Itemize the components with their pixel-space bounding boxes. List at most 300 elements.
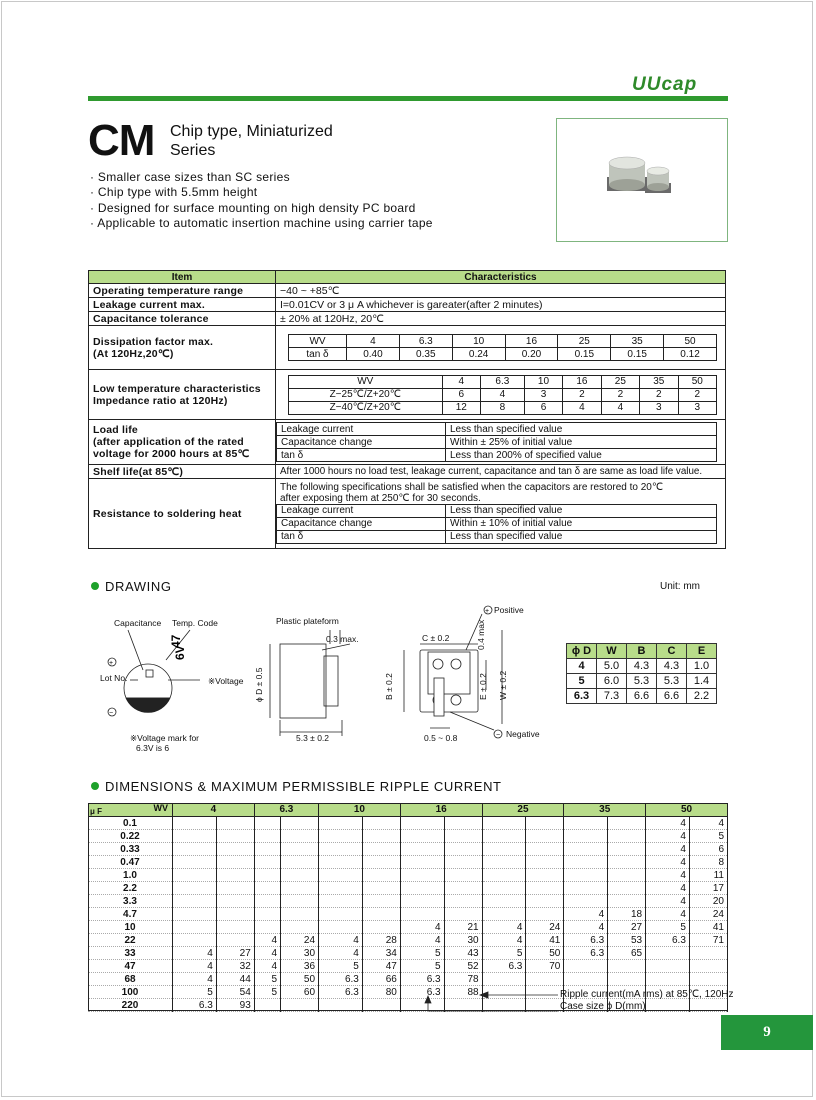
case-size-cell	[254, 999, 280, 1012]
feature-item: · Smaller case sizes than SC series	[90, 170, 290, 184]
lt-cell: 3	[640, 401, 678, 414]
ripple-current-cell	[526, 830, 564, 843]
ripple-current-cell	[362, 843, 400, 856]
dim-head-cell: ϕ D	[567, 644, 597, 659]
df-label-line1: Dissipation factor max.	[93, 335, 214, 348]
ripple-current-cell	[608, 895, 646, 908]
case-size-cell: 6.3	[319, 973, 363, 986]
capacitance-cell: 1.0	[88, 869, 173, 882]
ripple-current-cell	[608, 882, 646, 895]
ripple-current-cell	[444, 882, 482, 895]
ripple-current-cell: 41	[689, 921, 727, 934]
ripple-current-cell	[281, 921, 319, 934]
shelf-label: Shelf life(at 85℃)	[89, 465, 276, 479]
case-size-cell: 4	[400, 934, 444, 947]
ripple-current-cell: 41	[526, 934, 564, 947]
feature-list	[90, 170, 433, 232]
ripple-current-cell: 4	[689, 817, 727, 830]
capacitance-cell: 0.47	[88, 856, 173, 869]
width-53-label: 5.3 ± 0.2	[296, 733, 330, 743]
lt-cell: Z−25℃/Z+20℃	[289, 388, 443, 401]
dim-cell: 4.3	[627, 659, 657, 674]
case-size-cell	[400, 856, 444, 869]
ripple-current-cell	[608, 973, 646, 986]
plus-sign: +	[109, 660, 114, 667]
dim-cell: 5.0	[597, 659, 627, 674]
lt-cell: 2	[640, 388, 678, 401]
feature-item: · Designed for surface mounting on high density PC board	[90, 200, 416, 215]
ripple-current-cell: 78	[444, 973, 482, 986]
load-cell	[276, 420, 726, 465]
df-head-cell: 50	[664, 335, 717, 348]
ripple-current-cell	[689, 960, 727, 973]
case-size-cell: 4	[173, 960, 217, 973]
ripple-current-cell	[362, 830, 400, 843]
ripple-current-cell	[689, 973, 727, 986]
case-size-cell	[564, 817, 608, 830]
ripple-current-cell: 43	[444, 947, 482, 960]
case-size-cell: 6.3	[400, 986, 444, 999]
ripple-current-cell: 52	[444, 960, 482, 973]
ripple-current-cell: 17	[689, 882, 727, 895]
case-size-cell: 4	[482, 921, 526, 934]
solder-value: Within ± 10% of initial value	[446, 517, 717, 530]
df-label	[89, 326, 276, 370]
df-head-cell: 10	[452, 335, 505, 348]
ripple-row	[88, 895, 728, 908]
ripple-current-cell	[216, 921, 254, 934]
ripple-current-cell: 71	[689, 934, 727, 947]
case-size-cell	[254, 856, 280, 869]
dim-cell: 7.3	[597, 689, 627, 704]
case-size-cell	[400, 908, 444, 921]
case-size-cell	[319, 869, 363, 882]
ripple-current-cell	[362, 856, 400, 869]
lt-cell: 4	[481, 388, 525, 401]
dim-head-cell: W	[597, 644, 627, 659]
capacitance-cell: 220	[88, 999, 173, 1012]
ripple-current-cell	[281, 999, 319, 1012]
minus-sign: −	[109, 710, 114, 717]
dim-head-cell: C	[657, 644, 687, 659]
case-size-cell: 5	[254, 973, 280, 986]
cap-mark-label: 47	[169, 634, 183, 648]
df-cell	[276, 326, 726, 370]
load-label-line3: voltage for 2000 hours at 85℃	[93, 448, 250, 460]
case-size-cell	[173, 843, 217, 856]
capacitance-cell: 33	[88, 947, 173, 960]
ripple-current-cell	[362, 817, 400, 830]
case-size-cell	[254, 830, 280, 843]
ripple-current-cell	[281, 895, 319, 908]
ripple-title: DIMENSIONS & MAXIMUM PERMISSIBLE RIPPLE CURRENT	[105, 779, 502, 794]
ripple-current-cell	[526, 895, 564, 908]
capacitance-label: Capacitance	[114, 618, 162, 628]
ripple-current-cell	[281, 830, 319, 843]
case-size-cell	[400, 843, 444, 856]
ripple-note: Ripple current(mA rms) at 85℃, 120Hz	[560, 989, 734, 1000]
dim-head-cell: B	[627, 644, 657, 659]
ripple-current-cell: 8	[689, 856, 727, 869]
ripple-current-cell: 60	[281, 986, 319, 999]
case-size-cell	[254, 908, 280, 921]
case-size-cell: 4	[173, 973, 217, 986]
ripple-bullet-icon	[91, 782, 99, 790]
ripple-current-cell	[689, 999, 727, 1012]
case-size-cell	[400, 895, 444, 908]
ripple-current-cell: 30	[444, 934, 482, 947]
solder-note: after exposing them at 250℃ for 30 seconds.	[280, 492, 481, 504]
ripple-current-cell	[216, 895, 254, 908]
leak-value: I=0.01CV or 3 μ A whichever is gareater(after 2 minutes)	[276, 298, 726, 312]
dim-head-cell: E	[687, 644, 717, 659]
lt-row	[289, 401, 717, 414]
case-size-cell: 6.3	[564, 947, 608, 960]
df-head-cell: 25	[558, 335, 611, 348]
capacitance-cell: 0.33	[88, 843, 173, 856]
dim-row	[567, 659, 717, 674]
ripple-current-cell: 36	[281, 960, 319, 973]
dim-cell: 4	[567, 659, 597, 674]
dim-cell: 5	[567, 674, 597, 689]
series-title	[170, 122, 333, 160]
case-size-cell: 5	[173, 986, 217, 999]
lt-cell: 6	[524, 401, 562, 414]
lt-head-cell: 25	[601, 375, 639, 388]
lt-cell: 2	[563, 388, 601, 401]
df-head-cell: 35	[611, 335, 664, 348]
case-size-cell: 4	[400, 921, 444, 934]
leak-label: Leakage current max.	[89, 298, 276, 312]
ripple-current-cell	[608, 830, 646, 843]
load-row	[277, 423, 717, 436]
load-label-line1: Load life	[93, 424, 138, 436]
ripple-current-cell	[526, 869, 564, 882]
ripple-current-cell: 6	[689, 843, 727, 856]
lt-row	[289, 388, 717, 401]
lt-cell: 4	[601, 401, 639, 414]
ripple-current-cell: 32	[216, 960, 254, 973]
df-head-row	[289, 335, 717, 348]
case-size-cell: 5	[319, 960, 363, 973]
voltage-head: 16	[400, 803, 482, 817]
case-size-cell	[173, 921, 217, 934]
load-table	[276, 422, 717, 462]
case-size-cell	[319, 895, 363, 908]
case-size-cell: 4	[319, 947, 363, 960]
capacitance-cell: 47	[88, 960, 173, 973]
voltage-head: 35	[564, 803, 646, 817]
ripple-current-cell: 21	[444, 921, 482, 934]
negative-sign: −	[496, 732, 501, 739]
ripple-row	[88, 843, 728, 856]
case-size-cell: 4	[646, 843, 690, 856]
ripple-row	[88, 869, 728, 882]
case-size-cell	[254, 882, 280, 895]
case-size-cell	[173, 856, 217, 869]
series-title-line2: Series	[170, 142, 216, 159]
df-cell: 0.24	[452, 348, 505, 361]
case-size-cell: 6.3	[564, 934, 608, 947]
load-label	[89, 420, 276, 465]
corner-wv: WV	[153, 803, 168, 813]
voltage-mark-note2: 6.3V is 6	[136, 743, 170, 753]
dimension-table	[566, 643, 717, 704]
shelf-value: After 1000 hours no load test, leakage current, capacitance and tan δ are same as load life value.	[276, 465, 726, 479]
voltage-label: ※Voltage	[208, 676, 244, 686]
case-size-cell	[173, 830, 217, 843]
df-cell: 0.40	[347, 348, 400, 361]
case-size-cell: 4	[319, 934, 363, 947]
capacitance-cell: 10	[88, 921, 173, 934]
voltage-mark-note1: ※Voltage mark for	[130, 733, 200, 743]
df-table	[288, 334, 717, 361]
ripple-current-cell	[216, 882, 254, 895]
ripple-current-cell	[281, 882, 319, 895]
ripple-current-cell: 80	[362, 986, 400, 999]
solder-table	[276, 504, 717, 544]
case-size-cell	[482, 817, 526, 830]
ripple-current-cell: 5	[689, 830, 727, 843]
ripple-current-cell	[216, 830, 254, 843]
load-label-line2: (after application of the rated	[93, 436, 244, 448]
capacitance-cell: 3.3	[88, 895, 173, 908]
ripple-row	[88, 973, 728, 986]
dim-cell: 6.0	[597, 674, 627, 689]
ripple-current-cell	[608, 960, 646, 973]
case-size-cell	[646, 999, 690, 1012]
product-photo	[556, 118, 728, 242]
solder-row	[277, 517, 717, 530]
case-size-cell	[400, 882, 444, 895]
positive-label: Positive	[494, 605, 524, 615]
case-size-cell	[400, 817, 444, 830]
solder-key: Leakage current	[277, 504, 446, 517]
case-size-cell: 4	[254, 934, 280, 947]
lt-head-cell: 35	[640, 375, 678, 388]
case-size-cell	[564, 856, 608, 869]
ripple-current-cell	[608, 843, 646, 856]
ripple-current-cell	[281, 843, 319, 856]
case-size-cell	[400, 869, 444, 882]
case-size-cell: 6.3	[173, 999, 217, 1012]
case-size-cell	[254, 817, 280, 830]
ripple-current-cell	[281, 908, 319, 921]
ripple-current-cell: 93	[216, 999, 254, 1012]
ripple-current-cell: 54	[216, 986, 254, 999]
ripple-row	[88, 934, 728, 947]
case-size-cell	[482, 843, 526, 856]
ripple-current-cell	[444, 830, 482, 843]
series-title-line1: Chip type, Miniaturized	[170, 123, 333, 140]
ripple-current-cell: 44	[216, 973, 254, 986]
df-cell: 0.12	[664, 348, 717, 361]
lt-cell: 2	[678, 388, 717, 401]
ripple-current-cell	[444, 817, 482, 830]
case-size-cell: 4	[646, 856, 690, 869]
ripple-current-cell	[216, 908, 254, 921]
case-size-cell	[319, 921, 363, 934]
op-temp-label: Operating temperature range	[89, 284, 276, 298]
lt-head-cell: 4	[442, 375, 480, 388]
header-rule	[88, 96, 728, 101]
case-size-cell	[646, 947, 690, 960]
capacitance-cell: 0.1	[88, 817, 173, 830]
ripple-current-cell	[281, 869, 319, 882]
case-size-cell: 6.3	[646, 934, 690, 947]
case-size-cell: 4	[646, 817, 690, 830]
c-dim-label: C ± 0.2	[422, 633, 450, 643]
ripple-current-cell: 66	[362, 973, 400, 986]
ripple-current-cell	[216, 817, 254, 830]
df-head-cell: 16	[505, 335, 558, 348]
ripple-current-cell	[216, 856, 254, 869]
lt-cell: 2	[601, 388, 639, 401]
case-size-cell: 4	[564, 908, 608, 921]
load-key: Capacitance change	[277, 436, 446, 449]
drawing-bullet-icon	[91, 582, 99, 590]
case-size-cell: 5	[646, 921, 690, 934]
ripple-current-cell: 18	[608, 908, 646, 921]
ripple-current-cell: 30	[281, 947, 319, 960]
case-size-cell	[173, 882, 217, 895]
pitch-label: 0.5 ~ 0.8	[424, 733, 458, 743]
load-value: Less than specified value	[446, 423, 717, 436]
ripple-row	[88, 817, 728, 830]
ripple-current-cell: 24	[526, 921, 564, 934]
ripple-current-cell	[444, 869, 482, 882]
lt-label-line1: Low temperature characteristics	[93, 382, 261, 395]
capacitance-cell: 22	[88, 934, 173, 947]
dim-cell: 6.3	[567, 689, 597, 704]
ripple-current-cell	[608, 856, 646, 869]
ripple-current-cell	[526, 908, 564, 921]
voltage-head: 50	[646, 803, 728, 817]
case-size-cell	[319, 999, 363, 1012]
voltage-head: 6.3	[254, 803, 318, 817]
case-size-cell	[564, 830, 608, 843]
case-size-cell	[319, 830, 363, 843]
case-size-cell	[646, 960, 690, 973]
dim-cell: 5.3	[627, 674, 657, 689]
case-size-cell: 5	[400, 960, 444, 973]
ripple-current-cell: 47	[362, 960, 400, 973]
case-size-cell	[564, 960, 608, 973]
lt-cell: 6	[442, 388, 480, 401]
case-size-cell	[482, 973, 526, 986]
max-03-label: 0.3 max.	[326, 634, 359, 644]
solder-key: Capacitance change	[277, 517, 446, 530]
max-04-label: 0.4 max	[476, 619, 486, 650]
feature-item: · Chip type with 5.5mm height	[90, 185, 258, 200]
case-size-cell	[319, 908, 363, 921]
ripple-current-cell	[608, 869, 646, 882]
case-size-cell: 4	[646, 830, 690, 843]
op-temp-value: −40 ~ +85℃	[276, 284, 726, 298]
dim-cell: 6.6	[657, 689, 687, 704]
case-size-cell	[564, 895, 608, 908]
lt-cell: 3	[524, 388, 562, 401]
case-size-cell: 4	[646, 908, 690, 921]
case-size-cell	[564, 843, 608, 856]
df-head-cell: 6.3	[399, 335, 452, 348]
ripple-current-cell	[689, 947, 727, 960]
voltage-head: 10	[319, 803, 401, 817]
ripple-row	[88, 947, 728, 960]
ripple-current-cell: 27	[608, 921, 646, 934]
feature-item: · Applicable to automatic insertion machine using carrier tape	[90, 216, 433, 231]
corner-uf: μ F	[90, 807, 103, 816]
ripple-current-cell: 24	[281, 934, 319, 947]
ripple-row	[88, 882, 728, 895]
dim-cell: 1.0	[687, 659, 717, 674]
spec-table	[88, 270, 726, 549]
case-size-cell	[173, 908, 217, 921]
solder-row	[277, 530, 717, 543]
unit-label: Unit: mm	[660, 581, 700, 592]
case-size-cell: 5	[482, 947, 526, 960]
volt-mark-label: 6V	[173, 645, 187, 660]
ripple-row	[88, 908, 728, 921]
case-size-cell: 6.3	[400, 973, 444, 986]
cap-tol-label: Capacitance tolerance	[89, 312, 276, 326]
ripple-current-cell: 34	[362, 947, 400, 960]
e-dim-label: E ± 0.2	[478, 673, 488, 700]
case-size-cell	[564, 882, 608, 895]
case-size-cell	[254, 921, 280, 934]
capacitance-cell: 2.2	[88, 882, 173, 895]
ripple-current-cell	[362, 869, 400, 882]
case-size-cell	[482, 908, 526, 921]
lot-no-label: Lot No.	[100, 673, 128, 683]
case-size-cell	[319, 856, 363, 869]
solder-key: tan δ	[277, 530, 446, 543]
case-size-cell	[254, 895, 280, 908]
load-value: Less than 200% of specified value	[446, 449, 717, 462]
ripple-current-cell	[216, 869, 254, 882]
ripple-current-cell	[526, 882, 564, 895]
lt-head-cell: 16	[563, 375, 601, 388]
lt-cell	[276, 370, 726, 420]
page-number: 9	[721, 1015, 813, 1050]
b-dim-label: B ± 0.2	[384, 673, 394, 700]
series-code: CM	[88, 116, 155, 165]
load-row	[277, 449, 717, 462]
ripple-corner	[88, 803, 173, 817]
ripple-current-cell: 20	[689, 895, 727, 908]
case-size-cell: 6.3	[319, 986, 363, 999]
case-size-cell	[173, 869, 217, 882]
lt-cell: 3	[678, 401, 717, 414]
lt-head-cell: 6.3	[481, 375, 525, 388]
ripple-table	[88, 803, 728, 1012]
case-size-cell	[564, 869, 608, 882]
df-head-cell: WV	[289, 335, 347, 348]
voltage-head: 4	[173, 803, 255, 817]
case-size-cell	[254, 869, 280, 882]
ripple-current-cell	[444, 895, 482, 908]
ripple-current-cell	[526, 973, 564, 986]
ripple-current-cell: 50	[281, 973, 319, 986]
solder-note: The following specifications shall be satisfied when the capacitors are restored to 20℃	[280, 481, 664, 493]
plastic-plateform-label: Plastic plateform	[276, 616, 339, 626]
ripple-current-cell	[362, 999, 400, 1012]
case-size-cell	[482, 882, 526, 895]
load-value: Within ± 25% of initial value	[446, 436, 717, 449]
solder-row	[277, 504, 717, 517]
lt-label	[89, 370, 276, 420]
lt-head-cell: 10	[524, 375, 562, 388]
